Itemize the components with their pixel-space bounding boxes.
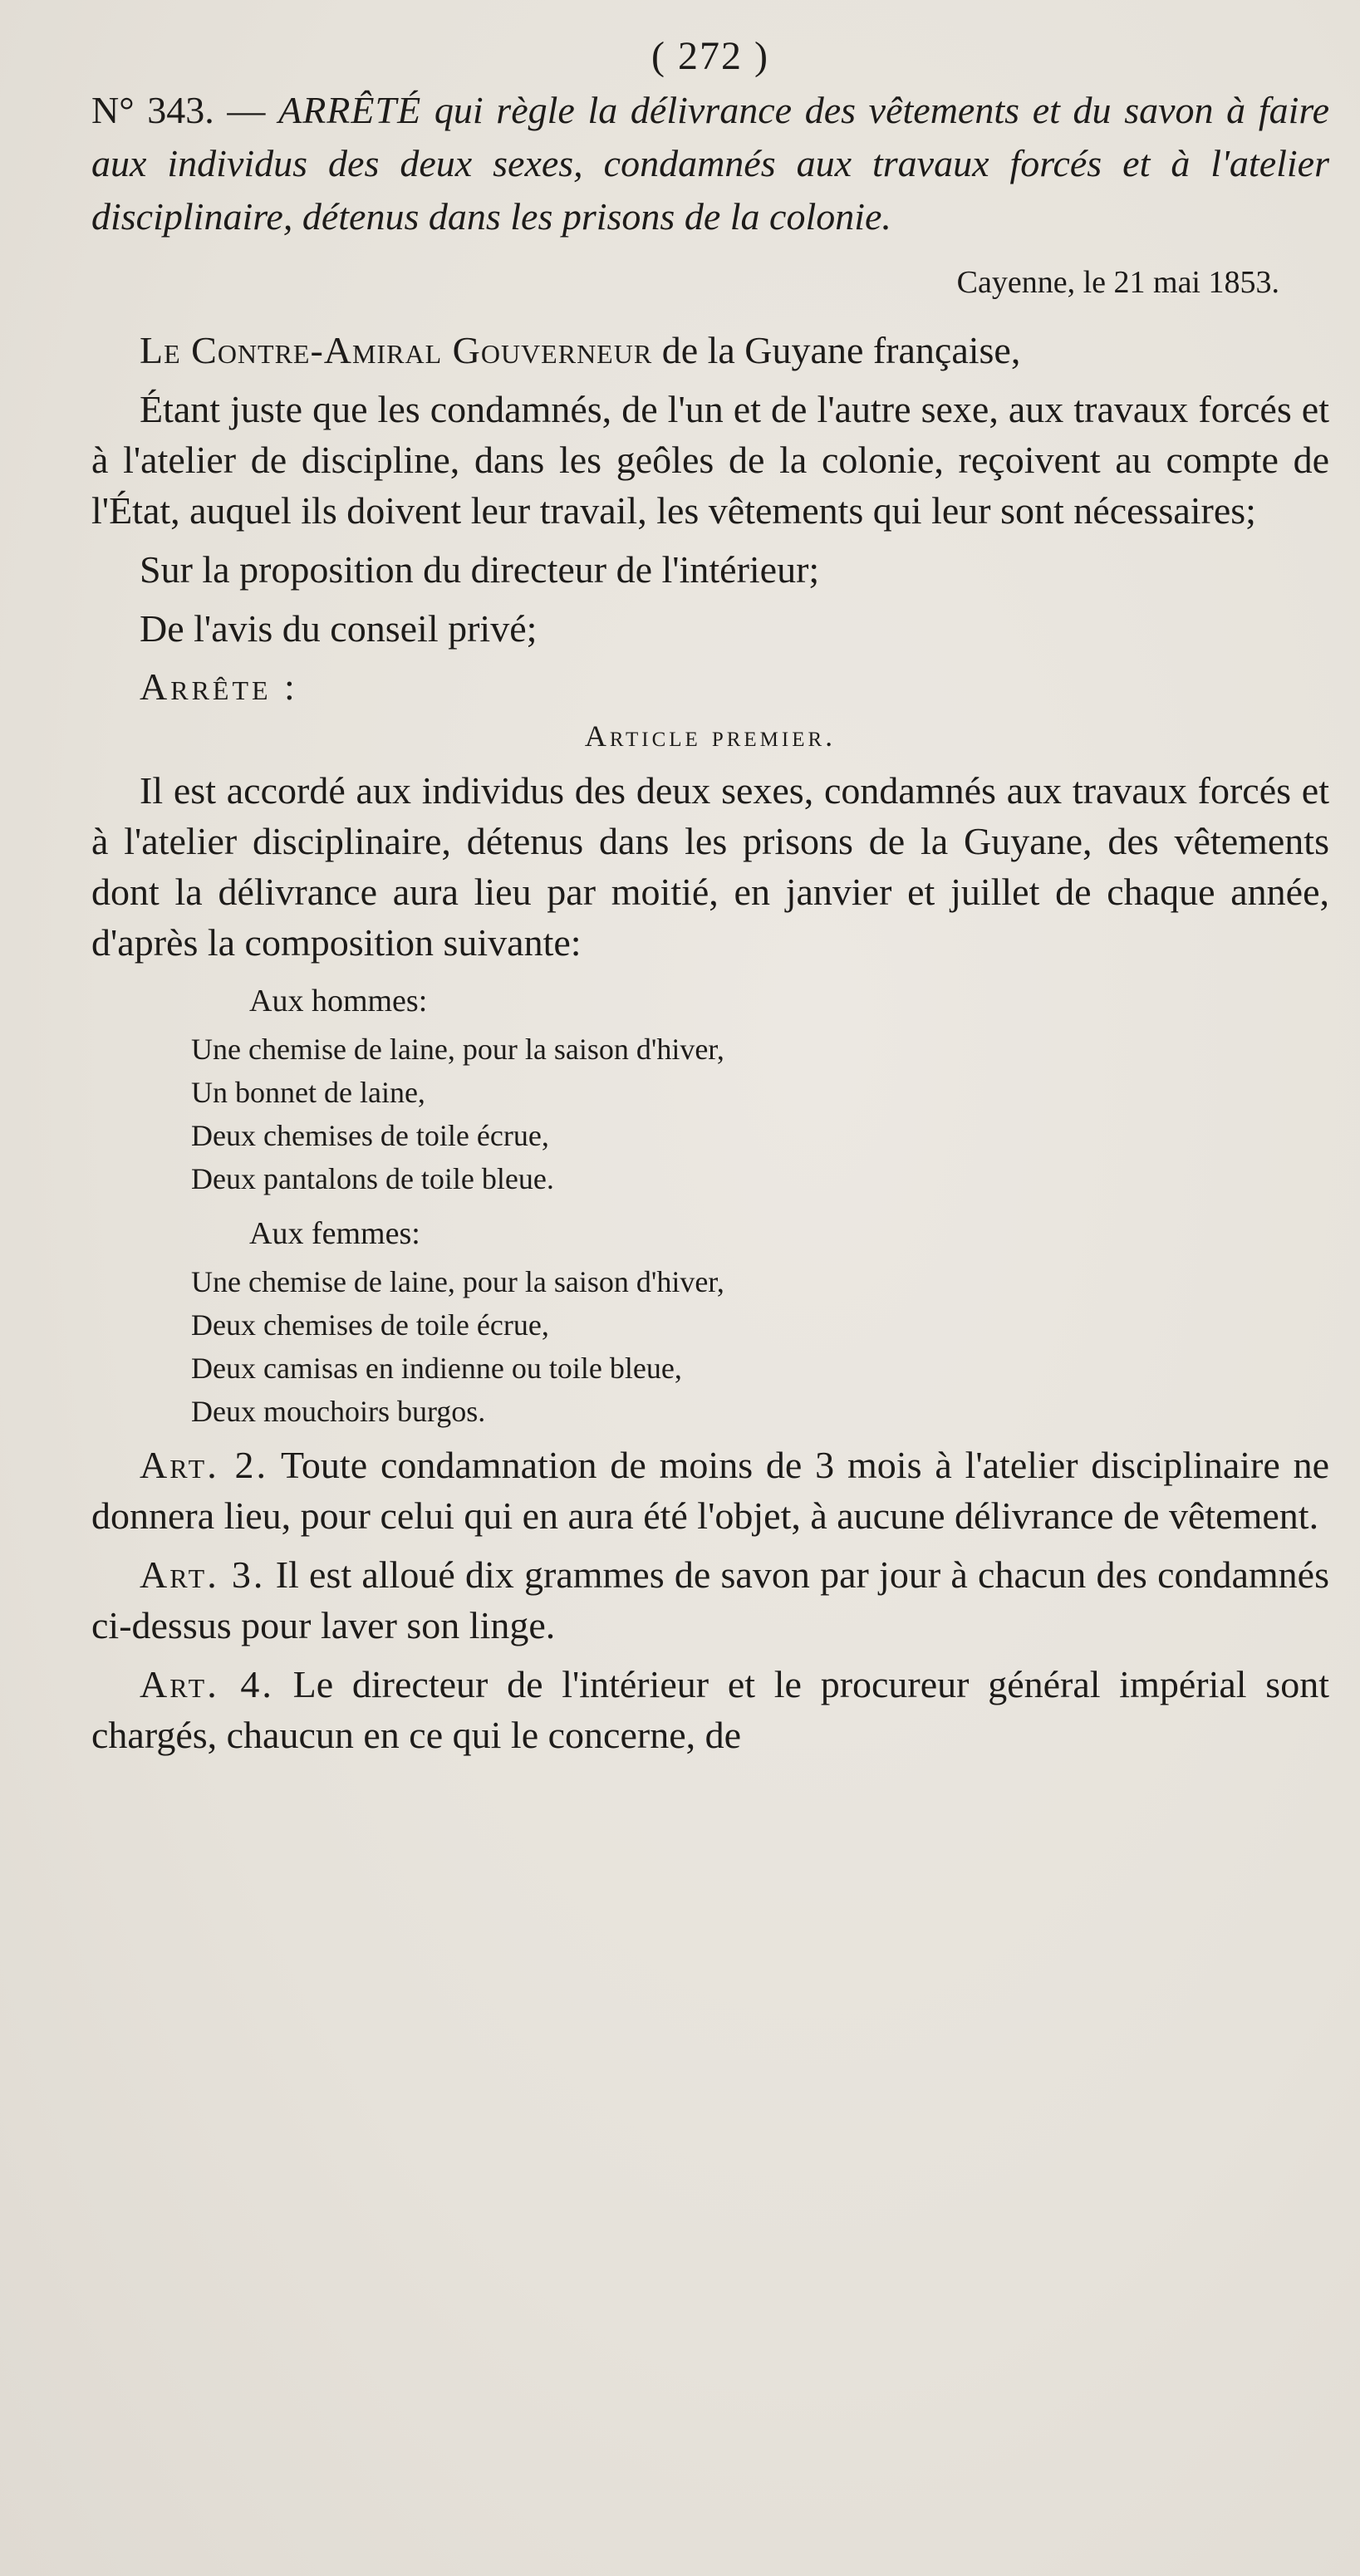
- article-4-text: Le directeur de l'intérieur et le procureur général impérial sont chargés, chaucun en ce qui le concerne, de: [91, 1663, 1329, 1756]
- preamble-proposal: Sur la proposition du directeur de l'intérieur;: [140, 548, 820, 591]
- article-4-label: Art. 4.: [140, 1663, 274, 1705]
- page-number: ( 272 ): [651, 34, 769, 78]
- article-2-label: Art. 2.: [140, 1444, 269, 1486]
- article-3: [91, 1549, 1329, 1651]
- list-item: Deux chemises de toile écrue,: [191, 1308, 549, 1342]
- decree-heading: [91, 84, 1329, 243]
- governor-rest: de la Guyane française,: [661, 329, 1021, 371]
- governor-title: Le Contre-Amiral Gouverneur: [140, 329, 653, 371]
- list-item: Deux pantalons de toile bleue.: [191, 1162, 554, 1195]
- women-items-list: [91, 1260, 1329, 1433]
- list-item: Un bonnet de laine,: [191, 1076, 425, 1109]
- page-content: [91, 33, 1329, 1769]
- list-item: Une chemise de laine, pour la saison d'hiver,: [191, 1265, 724, 1298]
- article-3-text: Il est alloué dix grammes de savon par jour à chacun des condamnés ci-dessus pour laver son linge.: [91, 1553, 1330, 1646]
- decree-title-caps: ARRÊTÉ: [278, 89, 422, 131]
- article-2: [91, 1440, 1329, 1541]
- list-item: Une chemise de laine, pour la saison d'hiver,: [191, 1033, 724, 1066]
- list-item: Deux chemises de toile écrue,: [191, 1119, 549, 1152]
- article-2-text: Toute condamnation de moins de 3 mois à l'atelier disciplinaire ne donnera lieu, pour celui qui en aura été l'objet, à aucune délivrance de vêtement.: [91, 1444, 1329, 1537]
- article-1-text: Il est accordé aux individus des deux sexes, condamnés aux travaux forcés et à l'atelier disciplinaire, détenus dans les prisons de la Guyane, des vêtements dont la délivrance aura lieu par moitié, en janvier et juillet de chaque année, d'après la composition suivante:: [91, 769, 1329, 964]
- place-date: Cayenne, le 21 mai 1853.: [956, 265, 1279, 300]
- article-4: [91, 1659, 1329, 1760]
- preamble-governor: [91, 325, 1329, 375]
- decree-number: N° 343. —: [91, 89, 266, 131]
- men-list-heading: Aux hommes:: [249, 984, 428, 1018]
- article-1-title: Article premier.: [584, 719, 837, 753]
- women-list-heading: Aux femmes:: [249, 1216, 420, 1251]
- decrees-label: Arrête :: [140, 665, 298, 708]
- list-item: Deux camisas en indienne ou toile bleue,: [191, 1352, 682, 1385]
- list-item: Deux mouchoirs burgos.: [191, 1395, 486, 1428]
- article-3-label: Art. 3.: [140, 1553, 266, 1596]
- men-items-list: [91, 1028, 1329, 1200]
- preamble-considering: Étant juste que les condamnés, de l'un et de l'autre sexe, aux travaux forcés et à l'atelier de discipline, dans les geôles de la colonie, reçoivent au compte de l'État, auquel ils doivent leur travail, les vêtements qui leur sont nécessaires;: [91, 388, 1329, 532]
- decree-title-rest: qui règle la délivrance des vêtements et du savon à faire aux individus des deux sexes, condamnés aux travaux forcés et à l'atelier disciplinaire, détenus dans les prisons de la colonie.: [91, 89, 1330, 238]
- preamble-advice: De l'avis du conseil privé;: [140, 607, 538, 650]
